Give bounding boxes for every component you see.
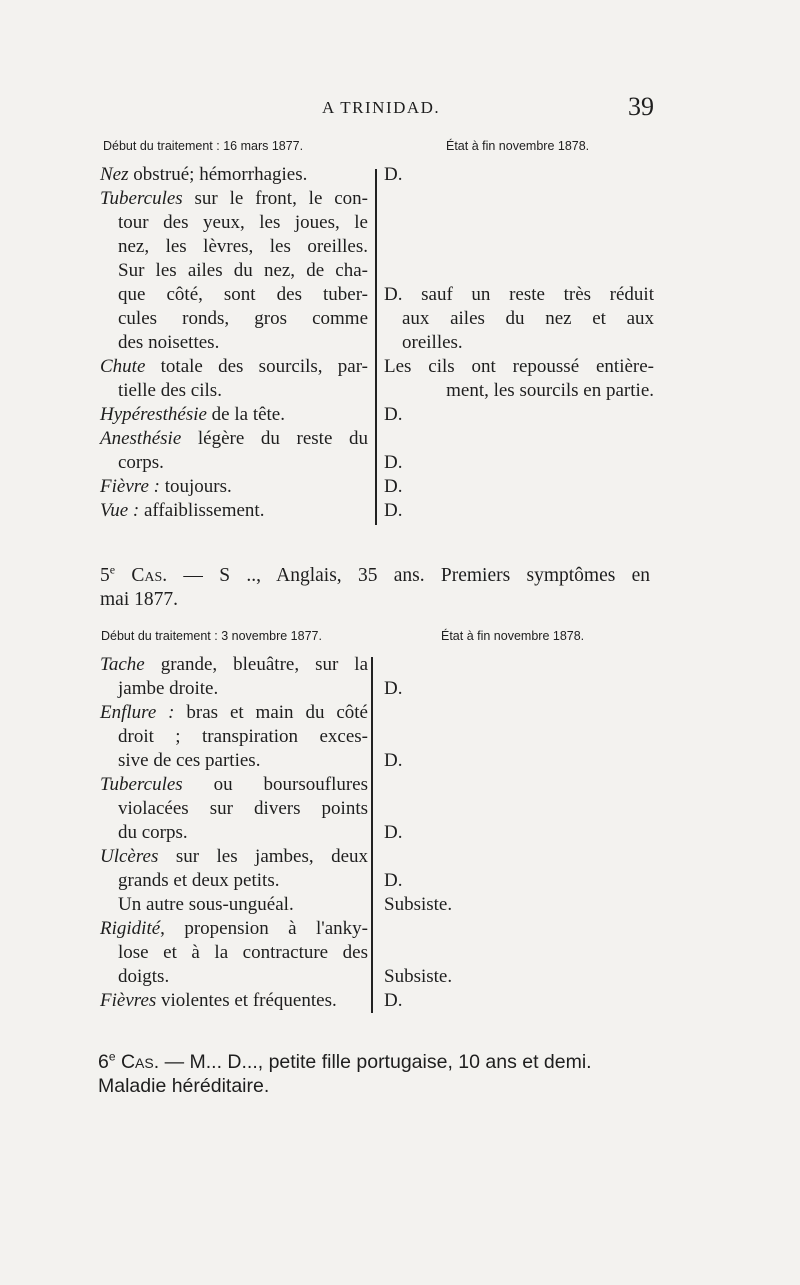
case5-line-1 xyxy=(100,564,650,588)
case5-paragraph xyxy=(100,564,650,612)
table-row-left xyxy=(100,821,368,845)
table-row-right: D. xyxy=(384,750,403,771)
table-row-right xyxy=(384,917,654,941)
row-text: doigts. xyxy=(118,966,170,987)
row-text: violacées sur divers points xyxy=(118,798,368,819)
row-text: droit ; transpiration exces- xyxy=(118,726,368,747)
table1-left-column xyxy=(100,163,368,523)
row-term: Anesthésie xyxy=(100,428,182,449)
row-text: nez, les lèvres, les oreilles. xyxy=(118,236,368,257)
row-term: Rigidité xyxy=(100,918,161,939)
case5-number: 5 xyxy=(100,565,110,586)
running-head xyxy=(0,92,800,126)
table-row-right xyxy=(384,187,654,211)
row-text: Sur les ailes du nez, de cha- xyxy=(118,260,368,281)
row-text: sur le front, le con- xyxy=(182,188,368,209)
row-text: sive de ces parties. xyxy=(118,750,261,771)
case5-line1-text: — S .., Anglais, 35 ans. Premiers symptômes en xyxy=(167,565,650,586)
table-row-right: ment, les sourcils en partie. xyxy=(446,380,654,401)
row-term: Chute xyxy=(100,356,146,377)
row-text: obstrué; hémorrhagies. xyxy=(128,164,308,185)
case6-label: Cas. xyxy=(120,1051,160,1073)
table-row-right: Les cils ont repoussé entière- xyxy=(384,356,654,377)
table-row-right: Subsiste. xyxy=(384,894,453,915)
table2-column-rule xyxy=(371,657,373,1013)
case5-line-2: mai 1877. xyxy=(100,589,178,610)
case6-line1-text: — M... D..., petite fille portugaise, 10 ans et demi. xyxy=(159,1051,592,1073)
table-row-left xyxy=(100,725,368,749)
table-row-right: D. sauf un reste très réduit xyxy=(384,284,654,305)
table2-left-header: Début du traitement : 3 novembre 1877. xyxy=(101,629,322,643)
table-row-left xyxy=(100,307,368,331)
table1-right-column xyxy=(384,163,654,523)
table-row-left xyxy=(100,283,368,307)
row-term: Hypéresthésie xyxy=(100,404,207,425)
table-row-left xyxy=(100,235,368,259)
case5-label: Cas. xyxy=(131,565,168,586)
table-row-left xyxy=(100,427,368,451)
table-row-right: D. xyxy=(384,678,403,699)
table-row-left xyxy=(100,403,368,427)
table-row-right xyxy=(384,773,654,797)
row-text: grands et deux petits. xyxy=(118,870,280,891)
table-row-right xyxy=(384,845,654,869)
table1-right-header: État à fin novembre 1878. xyxy=(446,139,590,153)
row-text: sur les jambes, deux xyxy=(158,846,368,867)
row-term: Tache xyxy=(100,654,145,675)
table-row-right: D. xyxy=(384,822,403,843)
table-row-left xyxy=(100,917,368,941)
table-row-right xyxy=(384,259,654,283)
table-row-left xyxy=(100,331,368,355)
table-row-left xyxy=(100,187,368,211)
row-text: tour des yeux, les joues, le xyxy=(118,212,368,233)
page-number: 39 xyxy=(628,92,654,121)
row-text: que côté, sont des tuber- xyxy=(118,284,368,305)
table-row-left xyxy=(100,677,368,701)
table-row-right xyxy=(384,725,654,749)
table-row-right: Subsiste. xyxy=(384,966,453,987)
table-row-right: D. xyxy=(384,990,403,1011)
table-row-left xyxy=(100,163,368,187)
table-row-left xyxy=(100,355,368,379)
table-row-right: D. xyxy=(384,452,403,473)
row-text: légère du reste du xyxy=(181,428,368,449)
row-term: Tubercules xyxy=(100,774,183,795)
row-term: Fièvres xyxy=(100,990,157,1011)
row-text: violentes et fréquentes. xyxy=(156,990,337,1011)
table-row-left xyxy=(100,211,368,235)
row-text: corps. xyxy=(118,452,164,473)
table-row-left xyxy=(100,845,368,869)
row-text: Un autre sous-unguéal. xyxy=(118,894,294,915)
row-text: toujours. xyxy=(159,476,232,497)
table-row-left xyxy=(100,701,368,725)
case6-line-2: Maladie héréditaire. xyxy=(98,1075,270,1097)
table-row-right: aux ailes du nez et aux xyxy=(402,308,654,329)
table-row-right xyxy=(384,235,654,259)
table1-left-header: Début du traitement : 16 mars 1877. xyxy=(103,139,304,153)
table-row-right: D. xyxy=(384,870,403,891)
table-row-right: D. xyxy=(384,476,403,497)
table-row-left xyxy=(100,653,368,677)
row-text: ou boursouflures xyxy=(182,774,368,795)
row-text: des noisettes. xyxy=(118,332,220,353)
table-row-left xyxy=(100,475,368,499)
case6-number: 6 xyxy=(98,1051,109,1073)
table-row-left xyxy=(100,941,368,965)
row-text: grande, bleuâtre, sur la xyxy=(144,654,368,675)
table-row-left xyxy=(100,379,368,403)
row-text: tielle des cils. xyxy=(118,380,222,401)
table-row-left xyxy=(100,797,368,821)
row-term: Tubercules xyxy=(100,188,183,209)
row-term: Ulcères xyxy=(100,846,159,867)
table-row-left xyxy=(100,773,368,797)
table-row-right: D. xyxy=(384,404,403,425)
table-row-left xyxy=(100,965,368,989)
table-row-left xyxy=(100,451,368,475)
row-text: , propension à l'anky- xyxy=(160,918,368,939)
table2-right-column xyxy=(384,653,654,1013)
table-row-left xyxy=(100,499,368,523)
case6-line-1 xyxy=(98,1050,648,1074)
table-row-left xyxy=(100,989,368,1013)
case6-ordinal-sup: e xyxy=(108,1049,116,1064)
row-text: du corps. xyxy=(118,822,188,843)
row-text: cules ronds, gros comme xyxy=(118,308,368,329)
case6-paragraph xyxy=(98,1050,648,1098)
row-text: jambe droite. xyxy=(118,678,219,699)
table-row-left xyxy=(100,893,368,917)
running-head-title: A TRINIDAD. xyxy=(322,98,441,117)
case5-ordinal-sup: e xyxy=(109,562,116,577)
table2-right-header: État à fin novembre 1878. xyxy=(441,629,585,643)
table-row-right xyxy=(384,941,654,965)
table-row-right: oreilles. xyxy=(402,332,463,353)
row-text: lose et à la contracture des xyxy=(118,942,368,963)
row-term: Nez xyxy=(100,164,129,185)
table-row-right: D. xyxy=(384,164,403,185)
row-text: totale des sourcils, par- xyxy=(145,356,368,377)
table1-column-rule xyxy=(375,169,377,525)
table-row-right xyxy=(384,653,654,677)
row-term: Vue : xyxy=(100,500,140,521)
row-term: Fièvre : xyxy=(100,476,160,497)
table-row-left xyxy=(100,869,368,893)
row-text: bras et main du côté xyxy=(174,702,368,723)
table-row-right: D. xyxy=(384,500,403,521)
table-row-right xyxy=(384,797,654,821)
table-row-right xyxy=(384,211,654,235)
table-row-right xyxy=(384,427,654,451)
row-text: de la tête. xyxy=(206,404,285,425)
table2-left-column xyxy=(100,653,368,1013)
table-row-right xyxy=(384,701,654,725)
row-text: affaiblissement. xyxy=(139,500,265,521)
table-row-left xyxy=(100,749,368,773)
table-row-left xyxy=(100,259,368,283)
row-term: Enflure : xyxy=(100,702,175,723)
